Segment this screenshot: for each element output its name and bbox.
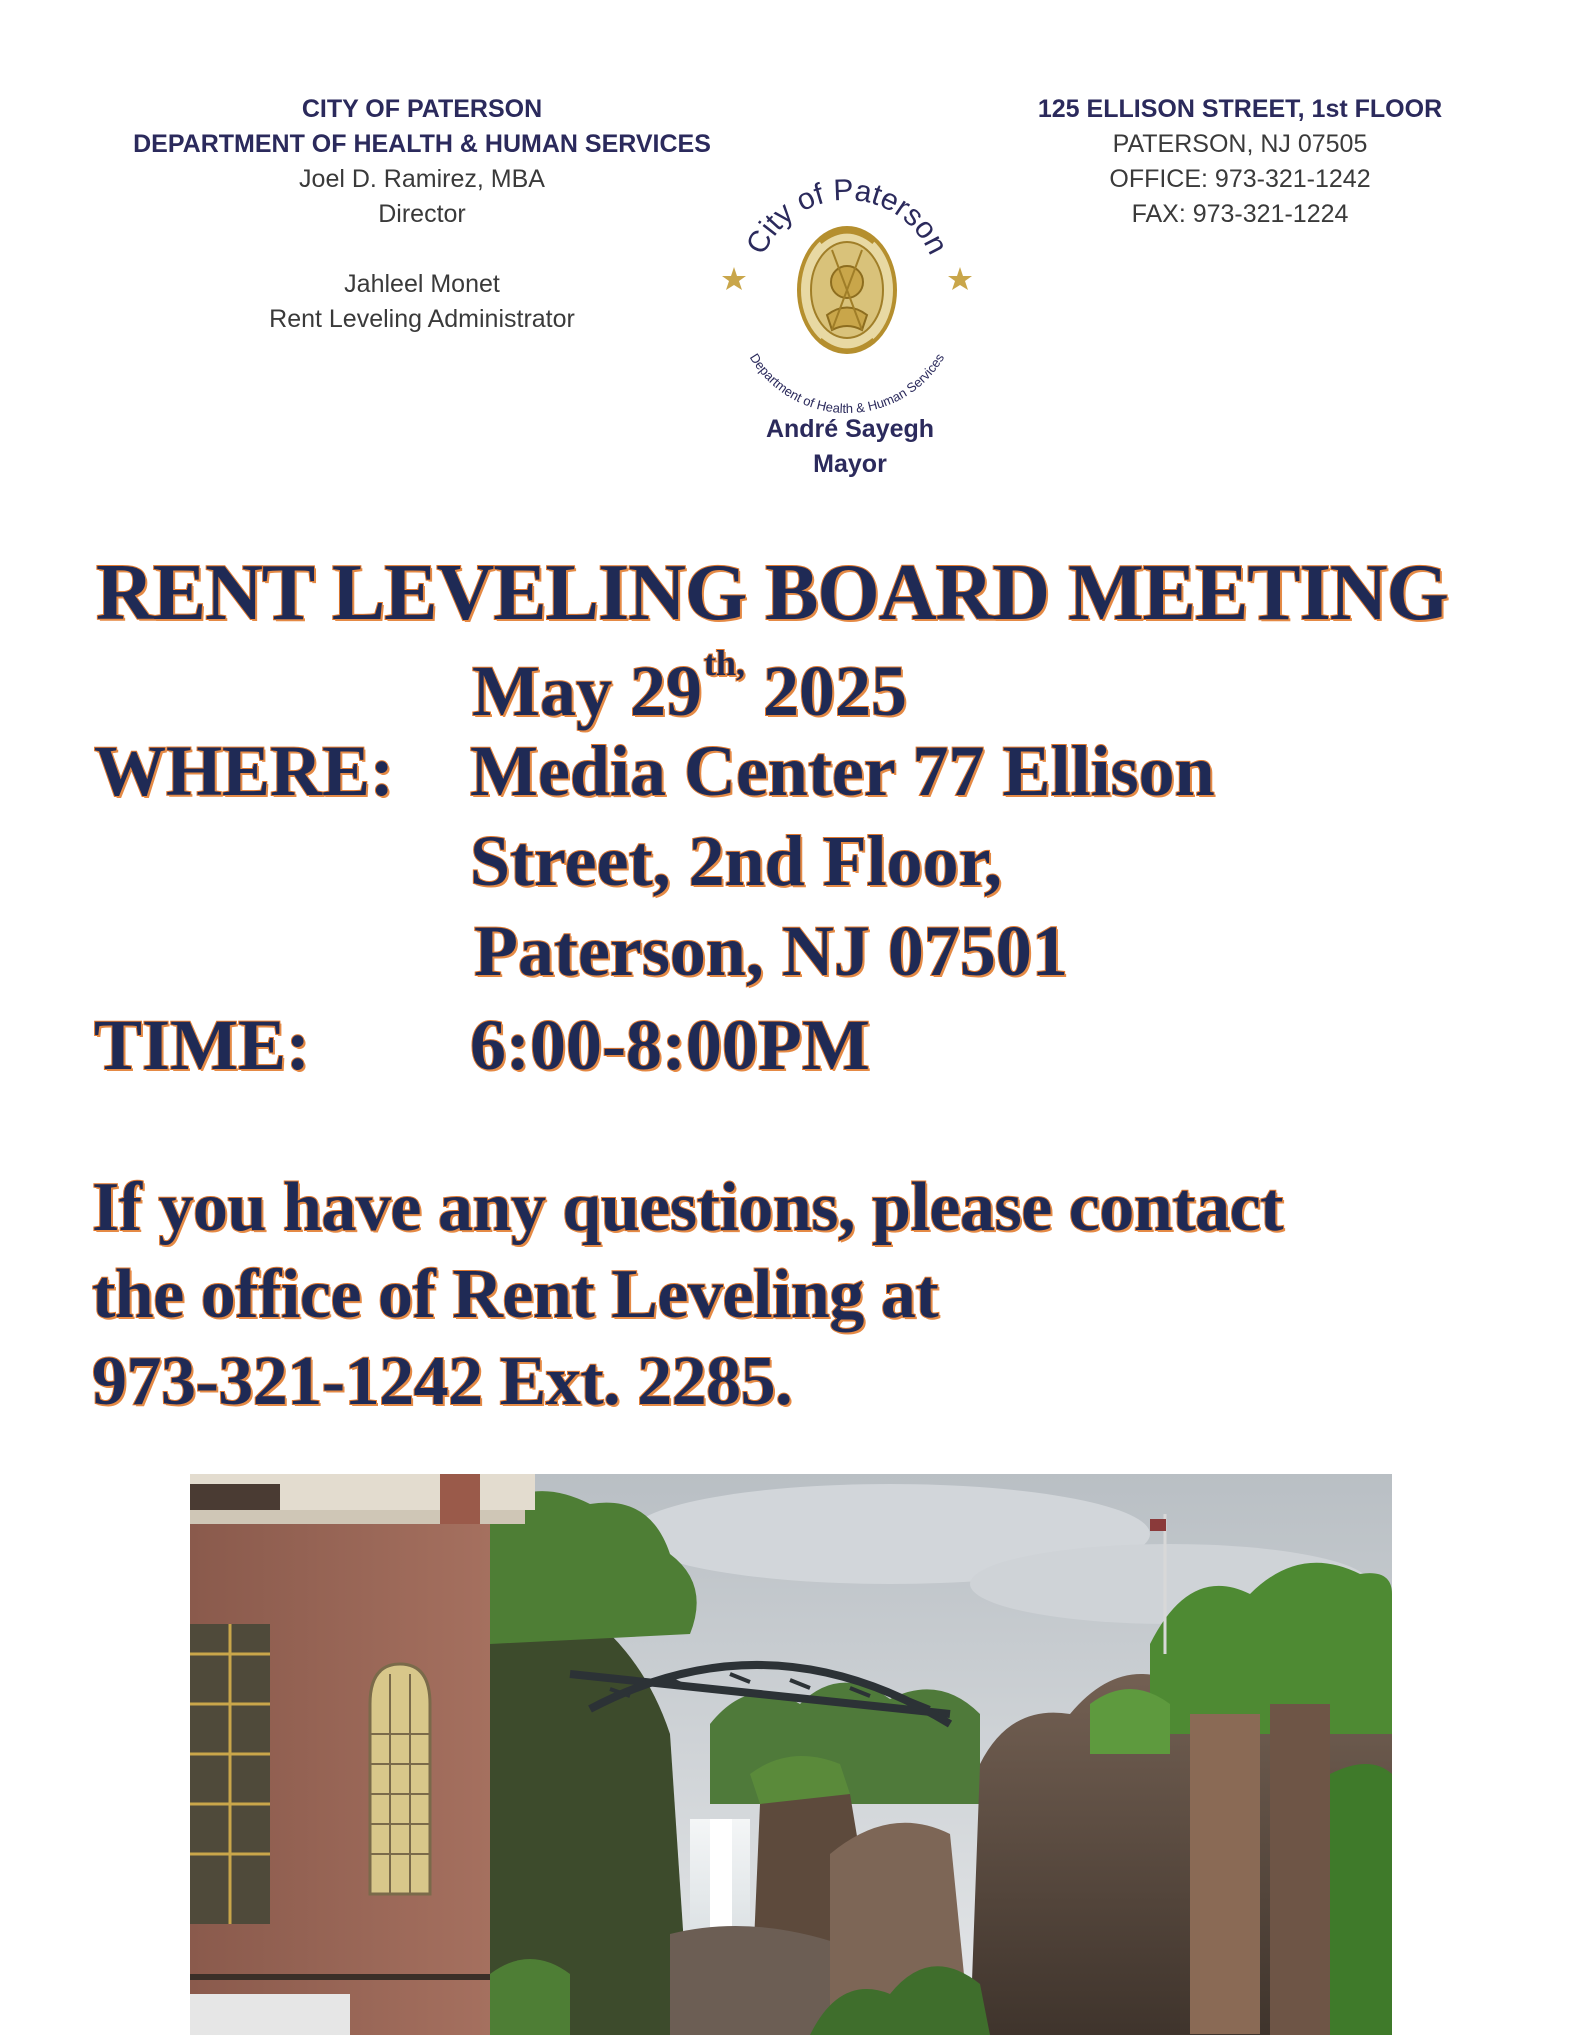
star-icon <box>722 267 746 290</box>
city-seal-icon <box>712 150 982 420</box>
mayor-title: Mayor <box>813 450 887 478</box>
office-contact-block <box>990 92 1490 232</box>
address-line2: PATERSON, NJ 07505 <box>1112 130 1368 158</box>
mayor-name: André Sayegh <box>765 415 935 443</box>
star-icon <box>948 267 972 290</box>
address-line1: 125 ELLISON STREET, 1st FLOOR <box>1037 95 1443 123</box>
mayor-block <box>700 412 1000 482</box>
date-ordinal: th, <box>703 643 745 683</box>
meeting-title: RENT LEVELING BOARD MEETING <box>96 549 1448 637</box>
where-line2: Street, 2nd Floor, <box>470 821 1002 901</box>
seal-bottom-text: Department of Health & Human Services <box>746 350 948 417</box>
contact-line1: If you have any questions, please contact <box>92 1169 1283 1246</box>
org-name-line2: DEPARTMENT OF HEALTH & HUMAN SERVICES <box>133 130 711 158</box>
office-phone: OFFICE: 973-321-1242 <box>1109 165 1371 193</box>
fax-number: FAX: 973-321-1224 <box>1131 200 1349 228</box>
department-header <box>82 92 762 337</box>
meeting-date <box>472 642 907 733</box>
contact-line3: 973-321-1242 Ext. 2285. <box>92 1343 793 1420</box>
director-name: Joel D. Ramirez, MBA <box>299 165 545 193</box>
where-label: WHERE: <box>94 731 395 811</box>
seal-emblem <box>799 228 895 352</box>
administrator-title: Rent Leveling Administrator <box>269 305 575 333</box>
time-label: TIME: <box>94 1005 310 1085</box>
director-title: Director <box>378 200 466 228</box>
administrator-name: Jahleel Monet <box>344 270 500 298</box>
svg-text:Department of Health & Human S <box>747 350 948 416</box>
where-line1: Media Center 77 Ellison <box>470 731 1215 811</box>
where-line3: Paterson, NJ 07501 <box>474 911 1068 991</box>
great-falls-photo <box>190 1474 1392 2035</box>
org-name-line1: CITY OF PATERSON <box>301 95 543 123</box>
time-value: 6:00-8:00PM <box>470 1005 870 1085</box>
contact-line2: the office of Rent Leveling at <box>92 1256 939 1333</box>
date-month-day: May 29 <box>472 651 702 731</box>
date-year: 2025 <box>762 651 907 731</box>
seal-top-text: City of Paterson <box>740 173 954 260</box>
